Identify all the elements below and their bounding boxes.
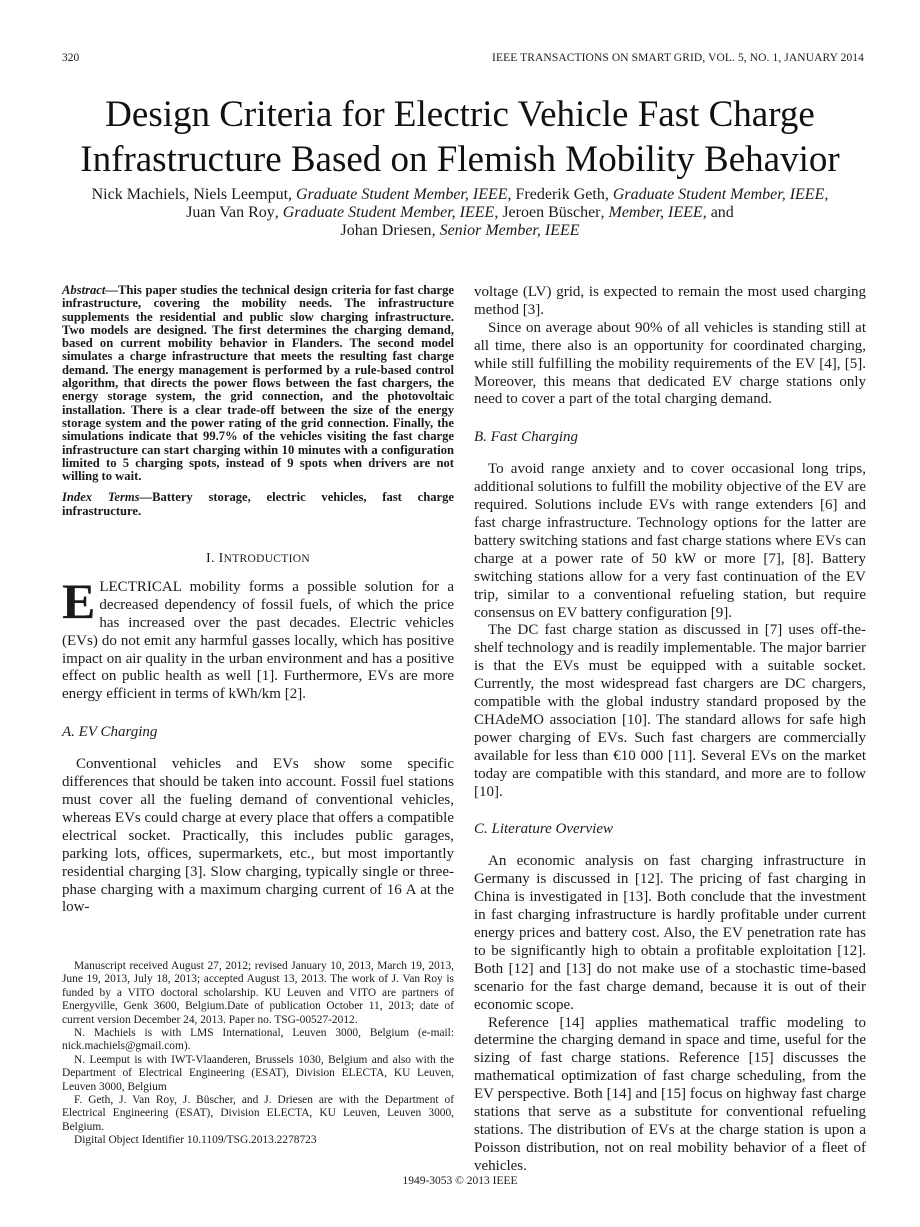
author-degree: , Graduate Student Member, IEEE bbox=[288, 186, 508, 203]
author-degree: , Member, IEEE bbox=[600, 204, 703, 221]
subsection-heading-fast-charging: B. Fast Charging bbox=[474, 429, 579, 446]
left-column bbox=[62, 284, 454, 917]
abstract-label: Abstract— bbox=[62, 283, 118, 297]
intro-paragraph bbox=[62, 572, 454, 704]
index-terms bbox=[62, 491, 454, 518]
abstract-text: This paper studies the technical design criteria for fast charge infrastructure, covering the mobility needs. The infrastructure supplements the residential and public slow charging infrastructure. Two models are designed. The first determines the charging demand, based on current mobility behavior in Flanders. The second model simulates a charge infrastructure that meets the resulting fast charge demand. The energy management is performed by a rule-based control algorithm, that directs the power flows between the fast chargers, the energy storage system, the grid connection, and the photovoltaic installation. There is a clear trade-off between the size of the energy storage system and the power rating of the grid connection. Finally, the simulations indicate that 99.7% of the vehicles visiting the fast charge infrastructure can start charging within 10 minutes with a configuration limited to 5 charging spots, instead of 9 spots when drivers are not willing to wait. bbox=[62, 283, 454, 484]
abstract bbox=[62, 284, 454, 483]
footnote-affiliation: N. Machiels is with LMS International, Leuven 3000, Belgium (e-mail: nick.machiels@gmail.com). bbox=[62, 1027, 454, 1053]
footnotes bbox=[62, 960, 454, 1148]
author-name: , Jeroen Büscher bbox=[494, 204, 601, 221]
subsection-heading-literature-overview: C. Literature Overview bbox=[474, 821, 614, 838]
subsection-heading-ev-charging: A. EV Charging bbox=[62, 724, 158, 741]
author-name: Johan Driesen bbox=[340, 222, 432, 239]
intro-paragraph-text: LECTRICAL mobility forms a possible solution for a decreased dependency of fossil fuels, of which the price has increased over the past decades. Electric vehicles (EVs) do not emit any harmful gasses locally, which has positive impact on air quality in the urban environment and has a positive effect on public health as well [1]. Furthermore, EVs are more energy efficient in terms of kWh/km [2]. bbox=[62, 578, 454, 703]
paragraph: To avoid range anxiety and to cover occasional long trips, additional solutions to fulfill the mobility objective of the EV are required. Solutions include EVs with range extenders [6] and fast charge infrastructure. Technology options for the latter are battery switching stations and fast charge stations where EVs can charge at a power rate of 50 kW or more [7], [8]. Battery switching stations allow for a very fast continuation of the EV trip, similar to a conventional refueling station, but require consensus on EV battery configuration [9]. bbox=[474, 461, 866, 621]
right-column bbox=[474, 284, 866, 1176]
author-name: Niels Leemput bbox=[193, 186, 289, 203]
paragraph: Conventional vehicles and EVs show some specific differences that should be taken into account. Fossil fuel stations must cover all the fueling demand of conventional vehicles, whereas EVs could charge at every place that offers a compatible electrical socket. Practically, this includes public garages, parking lots, offices, supermarkets, etc., but most importantly residential charging [3]. Slow charging, typically single or three-phase charging with a maximum charging current of 16 A at the low- bbox=[62, 756, 454, 916]
journal-citation: IEEE TRANSACTIONS ON SMART GRID, VOL. 5, NO. 1, JANUARY 2014 bbox=[492, 52, 864, 64]
copyright-footer: 1949-3053 © 2013 IEEE bbox=[402, 1175, 518, 1187]
author-list bbox=[40, 186, 880, 240]
author-name: Juan Van Roy bbox=[186, 204, 275, 221]
author-degree: , Senior Member, IEEE bbox=[431, 222, 580, 239]
footnote-manuscript: Manuscript received August 27, 2012; revised January 10, 2013, March 19, 2013, June 19, 2013, July 18, 2013; accepted August 13, 2013. The work of J. Van Roy is funded by a VITO doctoral scholarship. KU Leuven and VITO are partners of Energyville, Genk 3600, Belgium.Date of publication October 11, 2013; date of current version December 24, 2013. Paper no. TSG-00527-2012. bbox=[62, 960, 454, 1026]
footnote-doi: Digital Object Identifier 10.1109/TSG.2013.2278723 bbox=[74, 1134, 317, 1147]
paragraph: An economic analysis on fast charging infrastructure in Germany is discussed in [12]. The pricing of fast charging in China is investigated in [13]. Both conclude that the investment in fast charging infrastructure is hardly profitable under current energy prices and battery cost. Also, the EV penetration rate has to be significantly high to obtain a profitable exploitation [12]. Both [12] and [13] do not make use of a stochastic time-based scenario for the fast charge demand, because it is out of their economic scope. bbox=[474, 853, 866, 1013]
author-conjunction: , and bbox=[702, 204, 734, 221]
running-header bbox=[62, 52, 864, 68]
page-number: 320 bbox=[62, 52, 80, 64]
index-terms-label: Index Terms— bbox=[62, 490, 153, 505]
section-title-rest: NTRODUCTION bbox=[223, 553, 310, 566]
section-heading-introduction bbox=[62, 550, 454, 569]
footnote-affiliation: N. Leemput is with IWT-Vlaanderen, Brussels 1030, Belgium and also with the Department of Electrical Engineering (ESAT), Division ELECTA, KU Leuven, Leuven 3000, Belgium bbox=[62, 1053, 454, 1093]
paragraph-continued: voltage (LV) grid, is expected to remain the most used charging method [3]. bbox=[474, 284, 866, 318]
author-line-2 bbox=[40, 204, 880, 222]
section-number: I. bbox=[206, 551, 215, 567]
paragraph: Since on average about 90% of all vehicles is standing still at all time, there also is an opportunity for coordinated charging, while still fulfilling the mobility requirements of the EV [4], [5]. Moreover, this means that dedicated EV charge stations only need to cover a part of the total charging demand. bbox=[474, 319, 866, 408]
paragraph: Reference [14] applies mathematical traffic modeling to determine the charging demand in space and time, useful for the sizing of fast charge stations. Reference [15] discusses the mathematical optimization of fast charge scheduling, from the EV perspective. Both [14] and [15] focus on highway fast charge stations that serve as a substitute for conventional refueling stations. The distribution of EVs at the charge station is upon a Poisson distribution, not on real mobility behavior of a fleet of vehicles. bbox=[474, 1014, 866, 1174]
index-terms-text: Battery storage, electric vehicles, fast charge infrastructure. bbox=[62, 490, 454, 518]
paper-title: Design Criteria for Electric Vehicle Fast Charge Infrastructure Based on Flemish Mobility Behavior bbox=[80, 94, 840, 180]
section-first-letter: I bbox=[218, 551, 224, 567]
author-degree: , Graduate Student Member, IEEE bbox=[274, 204, 495, 221]
author-name: Nick Machiels, bbox=[91, 186, 190, 203]
author-line-1 bbox=[40, 186, 880, 204]
author-line-3 bbox=[40, 222, 880, 240]
drop-cap: E bbox=[62, 572, 96, 629]
paragraph: The DC fast charge station as discussed in [7] uses off-the-shelf technology and is readily implementable. The major barrier is that the EVs must be equipped with a suitable socket. Currently, the most widespread fast chargers are DC chargers, compatible with the global industry standard proposed by the CHAdeMO association [10]. The standard allows for safe high power charging of EVs. Such fast chargers are commercially available for less than €10 000 [11]. Several EVs on the market today are compatible with this standard, and more are to follow [10]. bbox=[474, 622, 866, 800]
author-degree: , Graduate Student Member, IEEE, bbox=[604, 186, 829, 203]
footnote-affiliation: F. Geth, J. Van Roy, J. Büscher, and J. Driesen are with the Department of Electrical Engineering (ESAT), Division ELECTA, KU Leuven, Leuven 3000, Belgium. bbox=[62, 1094, 454, 1133]
author-name: , Frederik Geth bbox=[507, 186, 605, 203]
